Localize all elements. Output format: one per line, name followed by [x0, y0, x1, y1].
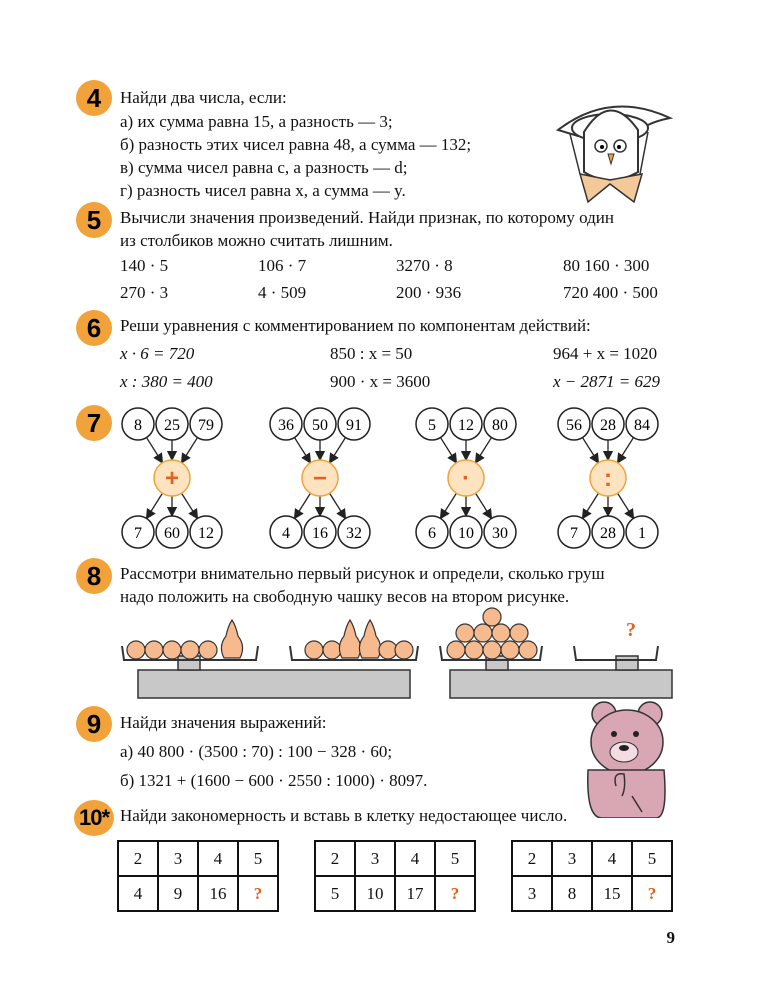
arrow [295, 438, 311, 463]
missing-number-cell[interactable]: ? [632, 876, 672, 911]
arrow [182, 438, 198, 463]
circle-number: 50 [312, 417, 328, 434]
circle-number: 10 [458, 525, 474, 542]
circle-number: 8 [134, 417, 142, 434]
table-cell: 4 [198, 841, 238, 876]
task-item: б) 1321 + (1600 − 600 · 2550 : 1000) · 8097. [120, 771, 428, 790]
diagram-2 [270, 408, 370, 548]
circle-number: 79 [198, 417, 214, 434]
task-number: 5 [86, 205, 102, 235]
task-title: надо положить на свободную чашку весов на втором рисунке. [120, 587, 570, 606]
table-cell: 5 [238, 841, 278, 876]
diagram-4 [558, 408, 658, 548]
circle-number: 1 [638, 525, 646, 542]
task-number-badge [76, 310, 112, 346]
circle-number: 4 [282, 525, 290, 542]
circle-number: 60 [164, 525, 180, 542]
table-cell: 3 [512, 876, 552, 911]
circle-number: 32 [346, 525, 362, 542]
table-cell: 5 [632, 841, 672, 876]
circle-number: 84 [634, 417, 650, 434]
arrow [330, 493, 346, 518]
owl-illustration [540, 70, 680, 210]
task-number-badge [76, 558, 112, 594]
table-cell: 5 [315, 876, 355, 911]
operation-sign: : [604, 465, 612, 492]
scales-illustration [120, 606, 680, 702]
table-cell: 2 [315, 841, 355, 876]
equation: x · 6 = 720 [120, 344, 195, 363]
task-number-badge [76, 405, 112, 441]
table-cell: 4 [118, 876, 158, 911]
scale-2 [440, 608, 672, 698]
expression: 4 · 509 [258, 283, 307, 302]
expression: 200 · 936 [396, 283, 462, 302]
expression: 140 · 5 [120, 256, 169, 275]
expression: 3270 · 8 [396, 256, 453, 275]
scale-1 [122, 620, 418, 698]
operation-sign: · [462, 465, 470, 492]
task-number: 7 [86, 408, 102, 438]
task-item: в) сумма чисел равна c, а разность — d; [120, 158, 408, 177]
arrow [583, 438, 599, 463]
equation: 850 : x = 50 [330, 344, 413, 363]
circle-number: 16 [312, 525, 328, 542]
circle-number: 36 [278, 417, 294, 434]
task-number-badge [76, 80, 112, 116]
task-number-badge [76, 706, 112, 742]
circle-number: 56 [566, 417, 582, 434]
table-cell: 3 [355, 841, 395, 876]
table-cell: 4 [395, 841, 435, 876]
arrow [618, 438, 634, 463]
task-title: Рассмотри внимательно первый рисунок и определи, сколько груш [120, 564, 605, 583]
arrow [147, 493, 163, 518]
equation: x : 380 = 400 [120, 372, 213, 391]
circle-number: 7 [134, 525, 142, 542]
table-cell: 4 [592, 841, 632, 876]
diagram-3 [416, 408, 516, 548]
table-cell: 16 [198, 876, 238, 911]
circle-number: 30 [492, 525, 508, 542]
circle-number: 28 [600, 417, 616, 434]
arrow [618, 493, 634, 518]
table-cell: 9 [158, 876, 198, 911]
task-title: из столбиков можно считать лишним. [120, 231, 393, 250]
equation: 964 + x = 1020 [553, 344, 658, 363]
arrow [583, 493, 599, 518]
circle-number: 12 [458, 417, 474, 434]
pattern-table-1 [117, 840, 279, 912]
circle-number: 5 [428, 417, 436, 434]
equation: x − 2871 = 629 [553, 372, 660, 391]
task-title: Найди закономерность и вставь в клетку недостающее число. [120, 806, 568, 825]
table-cell: 10 [355, 876, 395, 911]
circle-number: 6 [428, 525, 436, 542]
table-cell: 3 [158, 841, 198, 876]
task-title: Найди значения выражений: [120, 713, 327, 732]
circle-number: 7 [570, 525, 578, 542]
table-cell: 3 [552, 841, 592, 876]
circle-number: 12 [198, 525, 214, 542]
table-cell: 5 [435, 841, 475, 876]
task-title: Найди два числа, если: [120, 88, 287, 107]
task-number: 10* [78, 805, 110, 830]
task-number: 6 [86, 313, 102, 343]
table-cell: 2 [512, 841, 552, 876]
circle-number: 80 [492, 417, 508, 434]
equation: 900 · x = 3600 [330, 372, 431, 391]
task-title: Вычисли значения произведений. Найди признак, по которому один [120, 208, 614, 227]
diagram-1 [122, 408, 222, 548]
task-number: 9 [86, 709, 102, 739]
table-cell: 8 [552, 876, 592, 911]
task-item: а) их сумма равна 15, а разность — 3; [120, 112, 393, 131]
bear-illustration [572, 700, 682, 818]
page-number: 9 [666, 928, 675, 947]
circle-number: 28 [600, 525, 616, 542]
pattern-table-3 [511, 840, 673, 912]
arrow [476, 493, 492, 518]
circle-number: 25 [164, 417, 180, 434]
expression: 720 400 · 500 [563, 283, 658, 302]
question-mark: ? [626, 619, 636, 641]
task-number: 4 [86, 83, 102, 113]
arrow [147, 438, 163, 463]
task-item: г) разность чисел равна x, а сумма — y. [120, 181, 406, 200]
operation-sign: − [312, 465, 328, 492]
expression: 106 · 7 [258, 256, 307, 275]
task-number-badge [74, 800, 114, 836]
task-item: б) разность этих чисел равна 48, а сумма — 132; [120, 135, 472, 154]
circle-number: 91 [346, 417, 362, 434]
table-cell: 17 [395, 876, 435, 911]
arrow [295, 493, 311, 518]
task-item: а) 40 800 · (3500 : 70) : 100 − 328 · 60; [120, 742, 393, 761]
arrow [476, 438, 492, 463]
task-title: Реши уравнения с комментированием по компонентам действий: [120, 316, 591, 335]
operation-sign: + [164, 465, 180, 492]
expression: 80 160 · 300 [563, 256, 650, 275]
arrow [330, 438, 346, 463]
expression: 270 · 3 [120, 283, 169, 302]
missing-number-cell[interactable]: ? [435, 876, 475, 911]
table-cell: 15 [592, 876, 632, 911]
arrow [441, 438, 457, 463]
table-cell: 2 [118, 841, 158, 876]
task-number: 8 [86, 561, 102, 591]
arrow [182, 493, 198, 518]
task-number-badge [76, 202, 112, 238]
operation-diagrams [110, 400, 710, 550]
missing-number-cell[interactable]: ? [238, 876, 278, 911]
arrow [441, 493, 457, 518]
pattern-table-2 [314, 840, 476, 912]
